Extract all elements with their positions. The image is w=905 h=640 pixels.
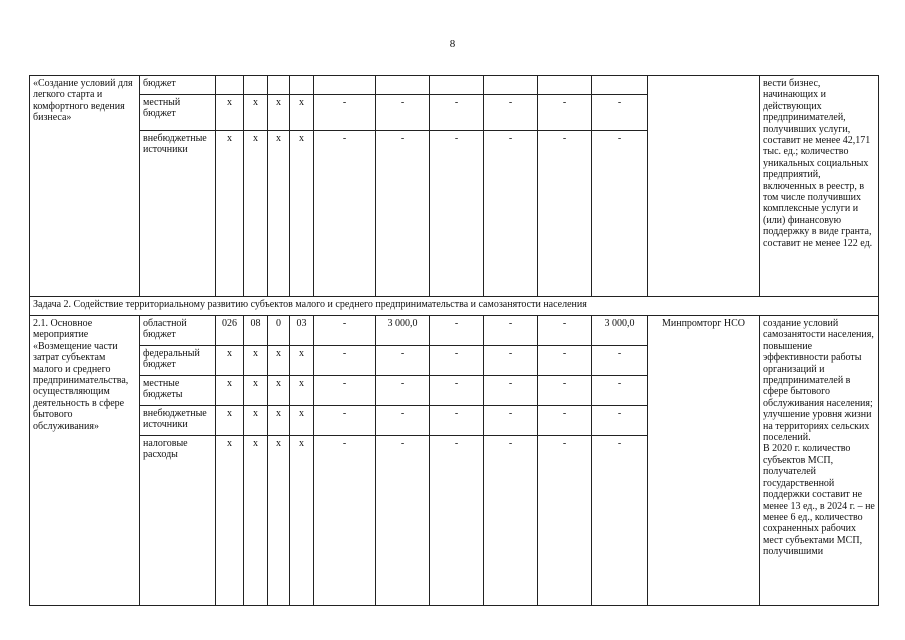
- value-cell: -: [430, 131, 484, 297]
- value-cell: -: [430, 316, 484, 346]
- value-cell: x: [216, 406, 244, 436]
- funding-source: местный бюджет: [140, 95, 216, 131]
- value-cell: -: [538, 316, 592, 346]
- value-cell: -: [376, 131, 430, 297]
- value-cell: x: [290, 131, 314, 297]
- value-cell: -: [376, 436, 430, 606]
- value-cell: -: [484, 376, 538, 406]
- expected-result: создание условий самозанятости населения, повышение эффективности работы организаций и предпринимателей в сфере бытового обслуживания населения; улучшение уровня жизни на территориях сельских поселений. В 2020 г. количество субъектов МСП, получателей государственной поддержки составит не менее 13 ед., в 2024 г. – не менее 6 ед., количество сохраненных рабочих мест субъектами МСП, получившими: [760, 316, 879, 606]
- value-cell: x: [244, 346, 268, 376]
- funding-source: внебюджетные источники: [140, 131, 216, 297]
- executor: [648, 76, 760, 297]
- value-cell: [592, 76, 648, 95]
- measure-name: 2.1. Основное мероприятие «Возмещение части затрат субъектам малого и среднего предпринимательства, осуществляющим деятельность в сфере бытового обслуживания»: [30, 316, 140, 606]
- page-number: 8: [449, 38, 456, 50]
- value-cell: -: [538, 95, 592, 131]
- value-cell: -: [376, 406, 430, 436]
- value-cell: 03: [290, 316, 314, 346]
- value-cell: x: [268, 406, 290, 436]
- value-cell: x: [290, 436, 314, 606]
- funding-source: внебюджетные источники: [140, 406, 216, 436]
- table-row: [30, 76, 879, 95]
- value-cell: [268, 76, 290, 95]
- value-cell: -: [592, 376, 648, 406]
- value-cell: -: [484, 346, 538, 376]
- value-cell: -: [484, 316, 538, 346]
- value-cell: -: [376, 346, 430, 376]
- funding-source: налоговые расходы: [140, 436, 216, 606]
- value-cell: x: [290, 376, 314, 406]
- value-cell: x: [244, 95, 268, 131]
- value-cell: -: [538, 406, 592, 436]
- value-cell: -: [538, 436, 592, 606]
- value-cell: -: [538, 131, 592, 297]
- table-row: [30, 297, 879, 316]
- value-cell: x: [268, 95, 290, 131]
- value-cell: -: [430, 376, 484, 406]
- value-cell: x: [216, 346, 244, 376]
- value-cell: x: [216, 95, 244, 131]
- funding-source: местные бюджеты: [140, 376, 216, 406]
- value-cell: -: [592, 436, 648, 606]
- value-cell: -: [314, 436, 376, 606]
- value-cell: -: [314, 346, 376, 376]
- value-cell: -: [538, 346, 592, 376]
- value-cell: x: [216, 436, 244, 606]
- value-cell: 3 000,0: [592, 316, 648, 346]
- value-cell: -: [592, 95, 648, 131]
- value-cell: [216, 76, 244, 95]
- expected-result: вести бизнес, начинающих и действующих предпринимателей, получивших услуги, составит не менее 42,171 тыс. ед.; количество уникальных социальных предприятий, включенных в реестр, в том числе получивших комплексные услуги и (или) финансовую поддержку в виде гранта, составит не менее 122 ед.: [760, 76, 879, 297]
- value-cell: -: [376, 95, 430, 131]
- value-cell: x: [290, 406, 314, 436]
- value-cell: x: [244, 406, 268, 436]
- measure-name: «Создание условий для легкого старта и комфортного ведения бизнеса»: [30, 76, 140, 297]
- value-cell: x: [268, 436, 290, 606]
- task-heading: Задача 2. Содействие территориальному развитию субъектов малого и среднего предпринимательства и самозанятости населения: [30, 297, 879, 316]
- value-cell: -: [314, 131, 376, 297]
- value-cell: 026: [216, 316, 244, 346]
- value-cell: -: [430, 95, 484, 131]
- value-cell: [244, 76, 268, 95]
- value-cell: -: [484, 131, 538, 297]
- value-cell: 08: [244, 316, 268, 346]
- value-cell: x: [268, 131, 290, 297]
- value-cell: x: [290, 346, 314, 376]
- program-table: [29, 75, 879, 606]
- value-cell: -: [314, 316, 376, 346]
- value-cell: -: [484, 436, 538, 606]
- funding-source: областной бюджет: [140, 316, 216, 346]
- value-cell: -: [430, 406, 484, 436]
- value-cell: [290, 76, 314, 95]
- value-cell: [314, 76, 376, 95]
- value-cell: [538, 76, 592, 95]
- value-cell: [430, 76, 484, 95]
- value-cell: x: [290, 95, 314, 131]
- value-cell: -: [314, 376, 376, 406]
- value-cell: -: [430, 346, 484, 376]
- value-cell: -: [484, 95, 538, 131]
- value-cell: -: [484, 406, 538, 436]
- value-cell: -: [376, 376, 430, 406]
- value-cell: -: [592, 131, 648, 297]
- value-cell: -: [592, 406, 648, 436]
- value-cell: x: [216, 131, 244, 297]
- value-cell: [376, 76, 430, 95]
- value-cell: 0: [268, 316, 290, 346]
- value-cell: -: [314, 406, 376, 436]
- value-cell: [484, 76, 538, 95]
- value-cell: -: [538, 376, 592, 406]
- funding-source: бюджет: [140, 76, 216, 95]
- executor: Минпромторг НСО: [648, 316, 760, 606]
- value-cell: x: [268, 376, 290, 406]
- value-cell: x: [268, 346, 290, 376]
- funding-source: федеральный бюджет: [140, 346, 216, 376]
- value-cell: x: [244, 131, 268, 297]
- value-cell: x: [244, 376, 268, 406]
- value-cell: -: [592, 346, 648, 376]
- value-cell: -: [430, 436, 484, 606]
- value-cell: 3 000,0: [376, 316, 430, 346]
- value-cell: x: [244, 436, 268, 606]
- value-cell: x: [216, 376, 244, 406]
- value-cell: -: [314, 95, 376, 131]
- table-row: [30, 316, 879, 346]
